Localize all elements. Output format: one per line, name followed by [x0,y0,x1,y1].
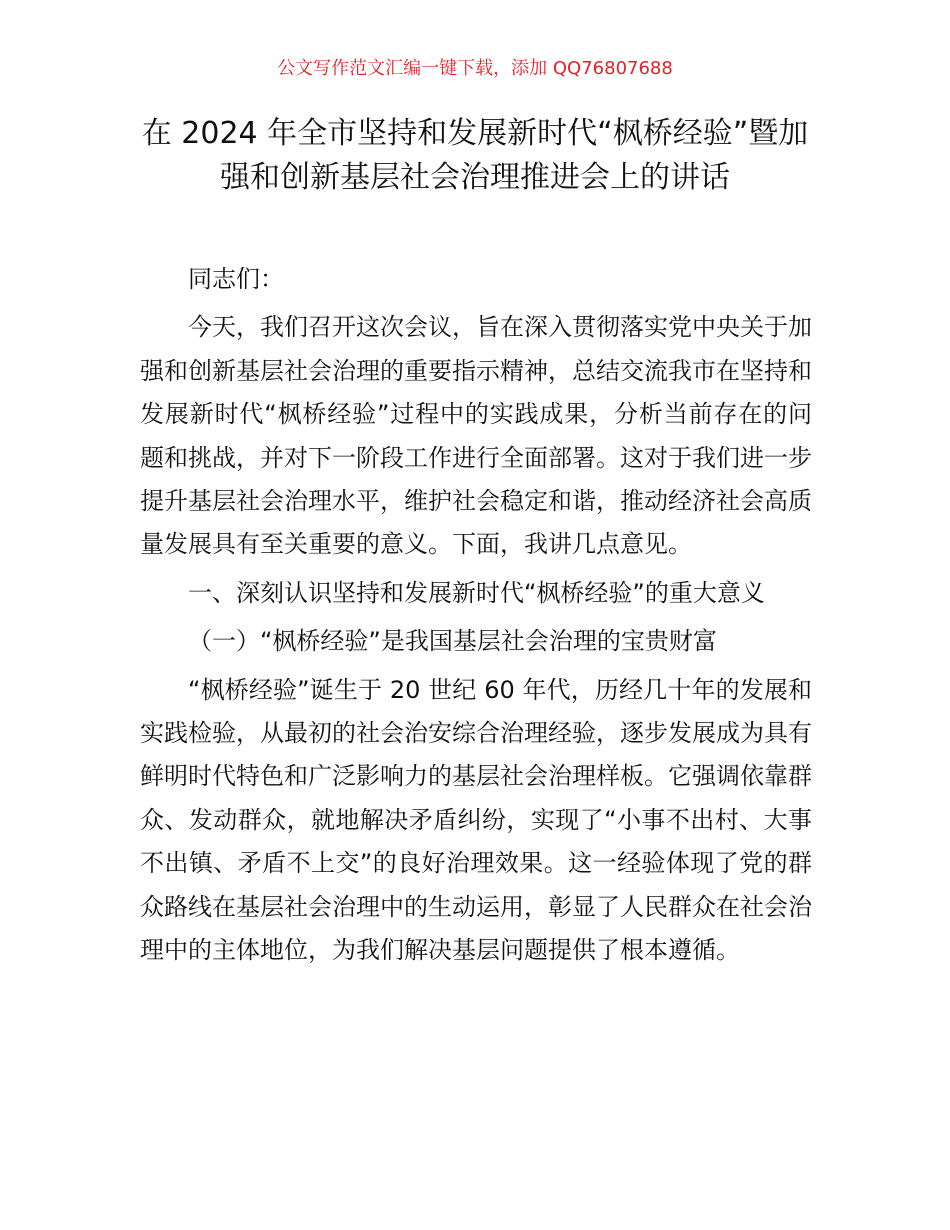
salutation: 同志们： [188,265,284,293]
section-heading: 一、深刻认识坚持和发展新时代“枫桥经验”的重大意义 [188,578,765,607]
document-title: 在 2024 年全市坚持和发展新时代“枫桥经验”暨加强和创新基层社会治理推进会上的讲话 [141,116,809,195]
intro-paragraph: 今天，我们召开这次会议，旨在深入贯彻落实党中央关于加强和创新基层社会治理的重要指示精神，总结交流我市在坚持和发展新时代“枫桥经验”过程中的实践成果，分析当前存在的问题和挑战，并对下一阶段工作进行全面部署。这对于我们进一步提升基层社会治理水平，维护社会稳定和谐，推动经济社会高质量发展具有至关重要的意义。下面，我讲几点意见。 [140,313,812,559]
subsection-heading: （一）“枫桥经验”是我国基层社会治理的宝贵财富 [188,627,717,656]
body-paragraph: “枫桥经验”诞生于 20 世纪 60 年代，历经几十年的发展和实践检验，从最初的社会治安综合治理经验，逐步发展成为具有鲜明时代特色和广泛影响力的基层社会治理样板。它强调依靠群众、发动群众，就地解决矛盾纠纷，实现了“小事不出村、大事不出镇、矛盾不上交”的良好治理效果。这一经验体现了党的群众路线在基层社会治理中的生动运用，彰显了人民群众在社会治理中的主体地位，为我们解决基层问题提供了根本遵循。 [140,675,812,965]
document-body [140,258,812,973]
watermark-header: 公文写作范文汇编一键下载，添加 QQ76807688 [277,58,673,79]
